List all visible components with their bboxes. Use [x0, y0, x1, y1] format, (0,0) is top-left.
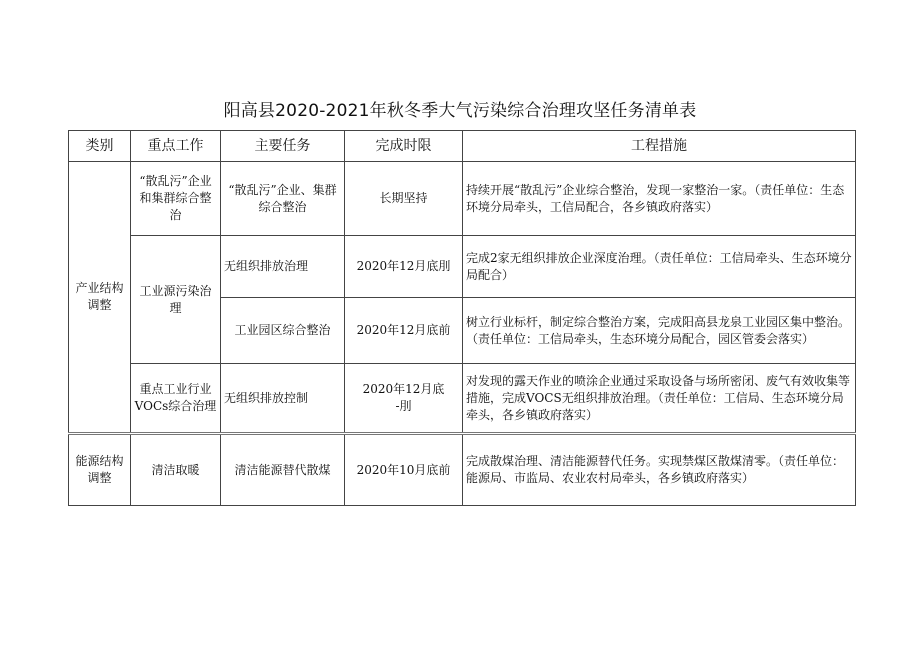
header-category: 类别	[69, 131, 131, 162]
category-cell: 能源结构调整	[69, 434, 131, 506]
task-table	[68, 130, 856, 506]
header-deadline: 完成时限	[345, 131, 463, 162]
table-row	[69, 364, 856, 434]
category-cell: 产业结构调整	[69, 162, 131, 434]
work-cell: 清洁取暖	[131, 434, 221, 506]
measures-cell: 树立行业标杆，制定综合整治方案，完成阳高县龙泉工业园区集中整治。（责任单位：工信局牵头，生态环境分局配合，园区管委会落实）	[463, 298, 856, 364]
deadline-cell: 2020年10月底前	[345, 434, 463, 506]
deadline-line-1: 2020年12月底	[362, 382, 445, 396]
task-cell: 清洁能源替代散煤	[221, 434, 345, 506]
measures-cell: 完成散煤治理、清洁能源替代任务。实现禁煤区散煤清零。（责任单位：能源局、市监局、农业农村局牵头，各乡镇政府落实）	[463, 434, 856, 506]
deadline-cell	[345, 364, 463, 434]
deadline-cell: 2020年12月底刖	[345, 236, 463, 298]
table-row	[69, 236, 856, 298]
measures-cell: 持续开展“散乱污”企业综合整治，发现一家整治一家。（责任单位：生态环境分局牵头，工信局配合，各乡镇政府落实）	[463, 162, 856, 236]
deadline-cell: 长期坚持	[345, 162, 463, 236]
table-row	[69, 434, 856, 506]
work-cell: 工业源污染治理	[131, 236, 221, 364]
work-cell: “散乱污”企业和集群综合整治	[131, 162, 221, 236]
deadline-cell: 2020年12月底前	[345, 298, 463, 364]
measures-cell: 对发现的露天作业的喷涂企业通过采取设备与场所密闭、废气有效收集等措施，完成VOCS无组织排放治理。（责任单位：工信局、生态环境分局牵头，各乡镇政府落实）	[463, 364, 856, 434]
document-title: 阳高县2020-2021年秋冬季大气污染综合治理攻坚任务清单表	[223, 101, 697, 121]
task-cell: 无组织排放控制	[221, 364, 345, 434]
task-cell: 无组织排放治理	[221, 236, 345, 298]
table-row	[69, 162, 856, 236]
task-cell: “散乱污”企业、集群综合整治	[221, 162, 345, 236]
measures-cell: 完成2家无组织排放企业深度治理。（责任单位：工信局牵头、生态环境分局配合）	[463, 236, 856, 298]
header-measures: 工程措施	[463, 131, 856, 162]
work-cell: 重点工业行业VOCs综合治理	[131, 364, 221, 434]
header-row	[69, 131, 856, 162]
header-task: 主要任务	[221, 131, 345, 162]
deadline-line-2: -刖	[395, 399, 412, 413]
header-work: 重点工作	[131, 131, 221, 162]
task-cell: 工业园区综合整治	[221, 298, 345, 364]
